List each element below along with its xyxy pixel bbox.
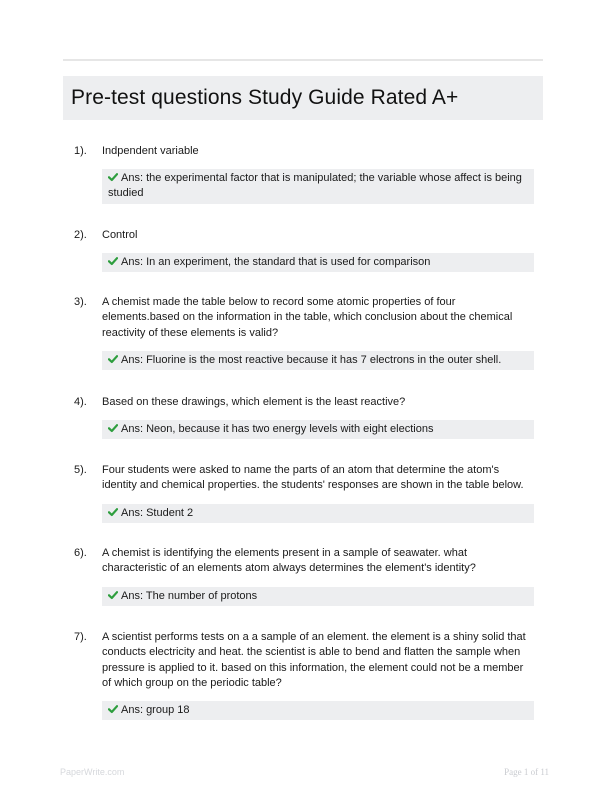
question-number: 4). — [74, 396, 87, 408]
answer-box — [102, 504, 534, 523]
page-title: Pre-test questions Study Guide Rated A+ — [71, 86, 459, 109]
check-icon — [108, 354, 118, 364]
answer-box — [102, 587, 534, 606]
question-number: 7). — [74, 631, 87, 643]
answer-text: Ans: the experimental factor that is manipulated; the variable whose affect is being studied — [108, 172, 522, 200]
answer-box — [102, 253, 534, 272]
question-text: Control — [102, 229, 138, 241]
answer-box — [102, 169, 534, 204]
answer-text: Ans: Student 2 — [121, 507, 194, 519]
top-divider — [63, 59, 543, 61]
answer-text: Ans: The number of protons — [121, 590, 258, 602]
question-number: 1). — [74, 145, 87, 157]
check-icon — [108, 590, 118, 600]
question-number: 5). — [74, 464, 87, 476]
footer-watermark: PaperWrite.com — [60, 767, 125, 777]
title-banner — [63, 76, 543, 120]
page-number: Page 1 of 11 — [504, 767, 549, 777]
question-number: 6). — [74, 547, 87, 559]
check-icon — [108, 256, 118, 266]
question-number: 2). — [74, 229, 87, 241]
check-icon — [108, 704, 118, 714]
question-text: A chemist is identifying the elements present in a sample of seawater. what characteristic of an elements atom always determines the element's identity? — [102, 547, 476, 575]
answer-text: Ans: Neon, because it has two energy levels with eight elections — [121, 423, 434, 435]
check-icon — [108, 423, 118, 433]
question-text: Indpendent variable — [102, 145, 199, 157]
question-text: Four students were asked to name the parts of an atom that determine the atom's identity and chemical properties. the students' responses are shown in the table below. — [102, 464, 524, 492]
answer-text: Ans: Fluorine is the most reactive because it has 7 electrons in the outer shell. — [121, 354, 502, 366]
answer-text: Ans: group 18 — [121, 704, 190, 716]
check-icon — [108, 507, 118, 517]
question-text: Based on these drawings, which element is the least reactive? — [102, 396, 406, 408]
question-text: A chemist made the table below to record some atomic properties of four elements.based on the information in the table, which conclusion about the chemical reactivity of these elements is valid? — [102, 296, 513, 339]
question-number: 3). — [74, 296, 87, 308]
answer-text: Ans: In an experiment, the standard that is used for comparison — [121, 256, 431, 268]
answer-box — [102, 420, 534, 439]
answer-box — [102, 701, 534, 720]
check-icon — [108, 172, 118, 182]
answer-box — [102, 351, 534, 370]
question-text: A scientist performs tests on a a sample of an element. the element is a shiny solid that conducts electricity and heat. the scientist is able to bend and flatten the sample when pressure is applied to it. based on this information, the element could not be a member of which group on the periodic table? — [102, 631, 526, 690]
